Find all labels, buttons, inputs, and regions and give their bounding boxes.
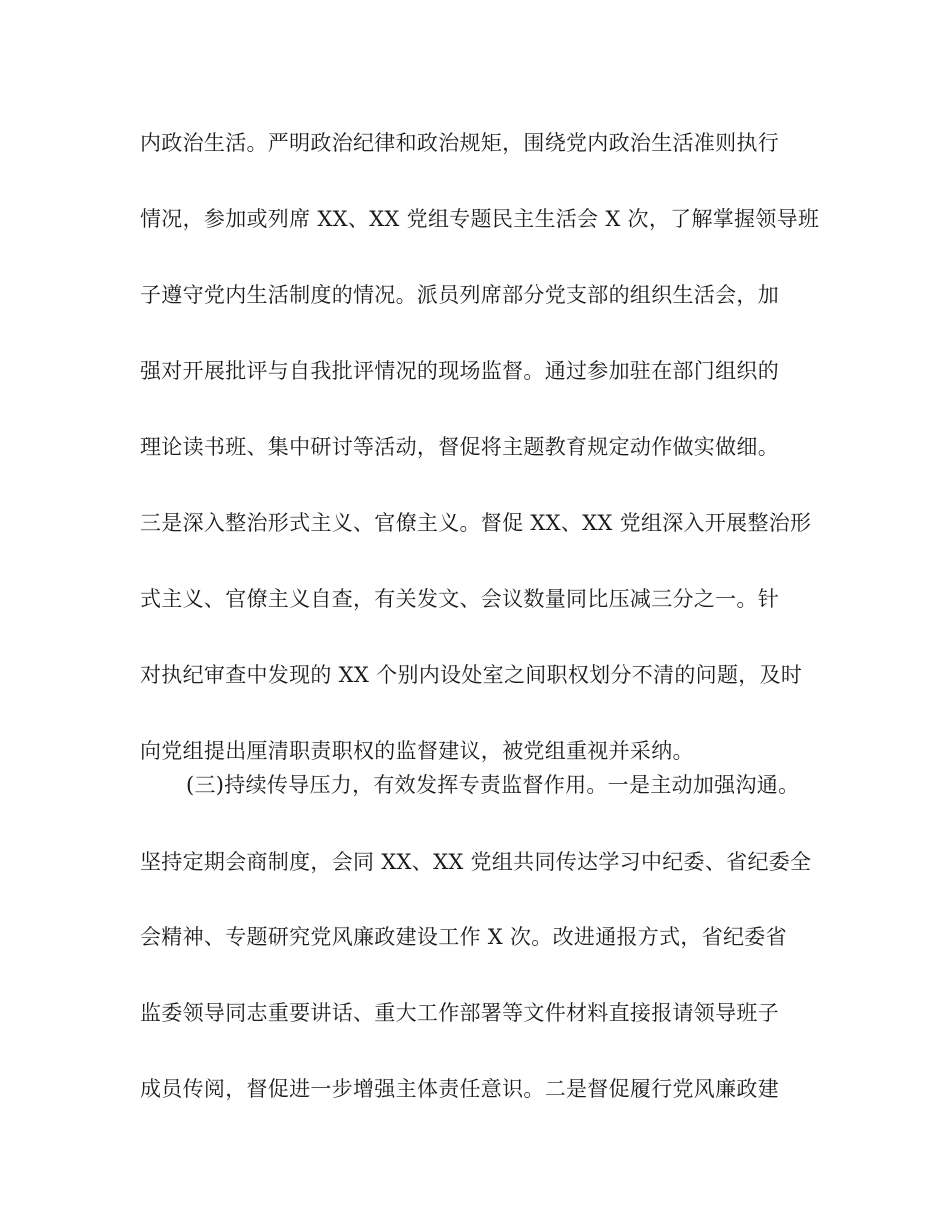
paragraph-line: 理论读书班、集中研讨等活动，督促将主题教育规定动作做实做细。 — [140, 435, 779, 459]
paragraph-line: 强对开展批评与自我批评情况的现场监督。通过参加驻在部门组织的 — [140, 359, 779, 383]
paragraph-line: 向党组提出厘清职责职权的监督建议，被党组重视并采纳。 — [140, 739, 694, 763]
section-heading-line: (三)持续传导压力，有效发挥专责监督作用。一是主动加强沟通。 — [186, 773, 800, 797]
paragraph-line: 内政治生活。严明政治纪律和政治规矩，围绕党内政治生活准则执行 — [140, 131, 779, 155]
paragraph-line: 式主义、官僚主义自查，有关发文、会议数量同比压减三分之一。针 — [140, 587, 779, 611]
paragraph-line: 成员传阅，督促进一步增强主体责任意识。二是督促履行党风廉政建 — [140, 1077, 779, 1101]
paragraph-line: 坚持定期会商制度，会同 XX、XX 党组共同传达学习中纪委、省纪委全 — [140, 850, 812, 874]
paragraph-line: 三是深入整治形式主义、官僚主义。督促 XX、XX 党组深入开展整治形 — [140, 511, 812, 535]
paragraph-line: 会精神、专题研究党风廉政建设工作 X 次。改进通报方式，省纪委省 — [140, 925, 787, 949]
paragraph-line: 情况，参加或列席 XX、XX 党组专题民主生活会 X 次，了解掌握领导班 — [140, 207, 820, 231]
paragraph-line: 监委领导同志重要讲话、重大工作部署等文件材料直接报请领导班子 — [140, 1001, 779, 1025]
paragraph-line: 对执纪审查中发现的 XX 个别内设处室之间职权划分不清的问题，及时 — [140, 663, 803, 687]
paragraph-line: 子遵守党内生活制度的情况。派员列席部分党支部的组织生活会，加 — [140, 283, 779, 307]
